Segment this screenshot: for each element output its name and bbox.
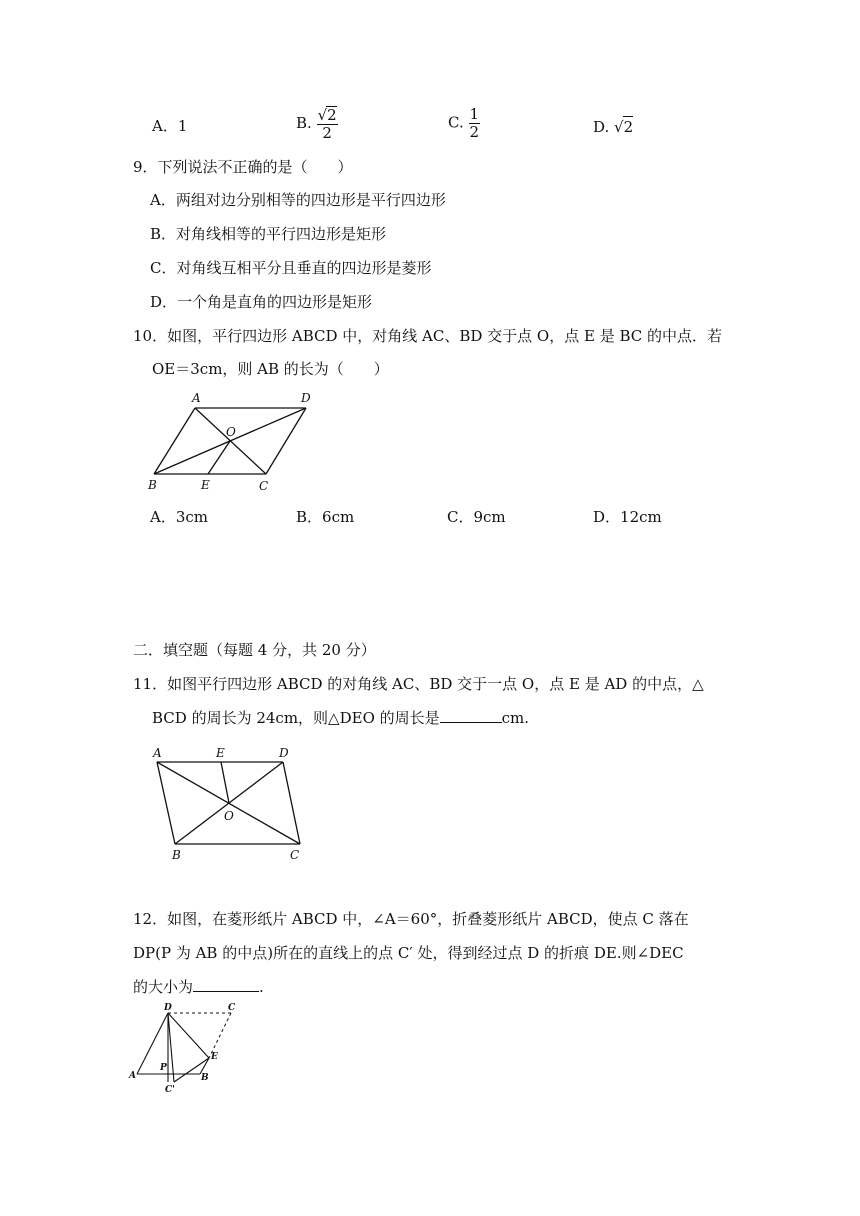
q12-label-c-prime: C' xyxy=(165,1085,175,1094)
q8-option-c-numerator: 1 xyxy=(469,105,480,123)
q12-stem-line3-end: . xyxy=(259,978,264,996)
q8-option-b-radicand: 2 xyxy=(327,106,337,124)
q10-option-a: A．3cm xyxy=(150,508,209,526)
q9-option-c: C．对角线互相平分且垂直的四边形是菱形 xyxy=(150,259,432,277)
q11-stem-line1: 11．如图平行四边形 ABCD 的对角线 AC、BD 交于一点 O，点 E 是 AD 的中点，△ xyxy=(133,675,704,693)
q10-option-c: C．9cm xyxy=(447,508,506,526)
q9-option-b: B．对角线相等的平行四边形是矩形 xyxy=(150,225,387,243)
q11-stem-line2-text: BCD 的周长为 24cm，则△DEO 的周长是 xyxy=(152,709,440,727)
q12-stem-line3 xyxy=(133,977,264,997)
q10-parallelogram-figure xyxy=(140,388,320,496)
q10-label-b: B xyxy=(148,478,157,492)
q11-label-d: D xyxy=(279,746,289,760)
q10-stem-line2: OE＝3cm，则 AB 的长为（ ） xyxy=(152,360,389,378)
q12-stem-line2: DP(P 为 AB 的中点)所在的直线上的点 C′ 处，得到经过点 D 的折痕 DE.则∠DEC xyxy=(133,944,684,962)
q11-label-a: A xyxy=(153,746,162,760)
q8-option-d: D. √2 xyxy=(593,118,634,136)
q8-option-d-label: D. xyxy=(593,118,610,136)
q8-option-b-fraction: $\frac{√2}{2}$ xyxy=(317,106,337,142)
q10-option-d: D．12cm xyxy=(593,508,662,526)
q12-label-b: B xyxy=(201,1073,209,1083)
q12-label-a: A xyxy=(129,1071,136,1081)
q8-option-a: A．1 xyxy=(152,117,188,135)
q11-label-o: O xyxy=(224,809,234,823)
q11-label-c: C xyxy=(290,848,300,862)
q12-answer-blank[interactable] xyxy=(193,977,259,992)
q10-label-e: E xyxy=(201,478,210,492)
q12-rhombus-figure xyxy=(124,1000,250,1094)
q10-label-d: D xyxy=(301,391,311,405)
q8-option-b-label: B. xyxy=(296,114,312,132)
q8-option-c-denominator: 2 xyxy=(469,123,480,141)
q8-option-c-label: C. xyxy=(448,113,464,132)
section-heading-fill-in: 二．填空题（每题 4 分，共 20 分） xyxy=(133,641,376,659)
q10-label-a: A xyxy=(192,391,201,405)
q12-label-c: C xyxy=(228,1003,236,1013)
q11-parallelogram-figure xyxy=(145,742,315,864)
q10-stem-line1: 10．如图，平行四边形 ABCD 中，对角线 AC、BD 交于点 O，点 E 是 BC 的中点．若 xyxy=(133,327,723,345)
q8-option-c xyxy=(448,106,480,141)
q11-stem-line2-unit: cm. xyxy=(501,709,530,727)
q8-option-c-fraction xyxy=(469,106,481,141)
q12-label-d: D xyxy=(164,1003,172,1013)
q10-label-c: C xyxy=(259,479,269,493)
q8-option-b-denominator: 2 xyxy=(322,124,332,142)
q12-label-p: P xyxy=(160,1063,167,1073)
q10-option-b: B．6cm xyxy=(296,508,355,526)
q12-stem-line3-text: 的大小为 xyxy=(133,978,194,996)
q10-label-o: O xyxy=(226,425,236,439)
q11-stem-line2 xyxy=(152,708,529,728)
q8-option-d-radicand: 2 xyxy=(623,118,634,136)
q9-option-a: A．两组对边分别相等的四边形是平行四边形 xyxy=(150,191,446,209)
q9-option-d: D．一个角是直角的四边形是矩形 xyxy=(150,293,373,311)
q11-label-e: E xyxy=(216,746,225,760)
q12-label-e: E xyxy=(211,1052,218,1062)
q9-stem: 9．下列说法不正确的是（ ） xyxy=(133,158,353,176)
q11-label-b: B xyxy=(172,848,181,862)
q12-stem-line1: 12．如图，在菱形纸片 ABCD 中，∠A＝60°，折叠菱形纸片 ABCD，使点 C 落在 xyxy=(133,910,689,928)
q8-option-b xyxy=(296,106,338,142)
q11-answer-blank[interactable] xyxy=(440,708,502,723)
